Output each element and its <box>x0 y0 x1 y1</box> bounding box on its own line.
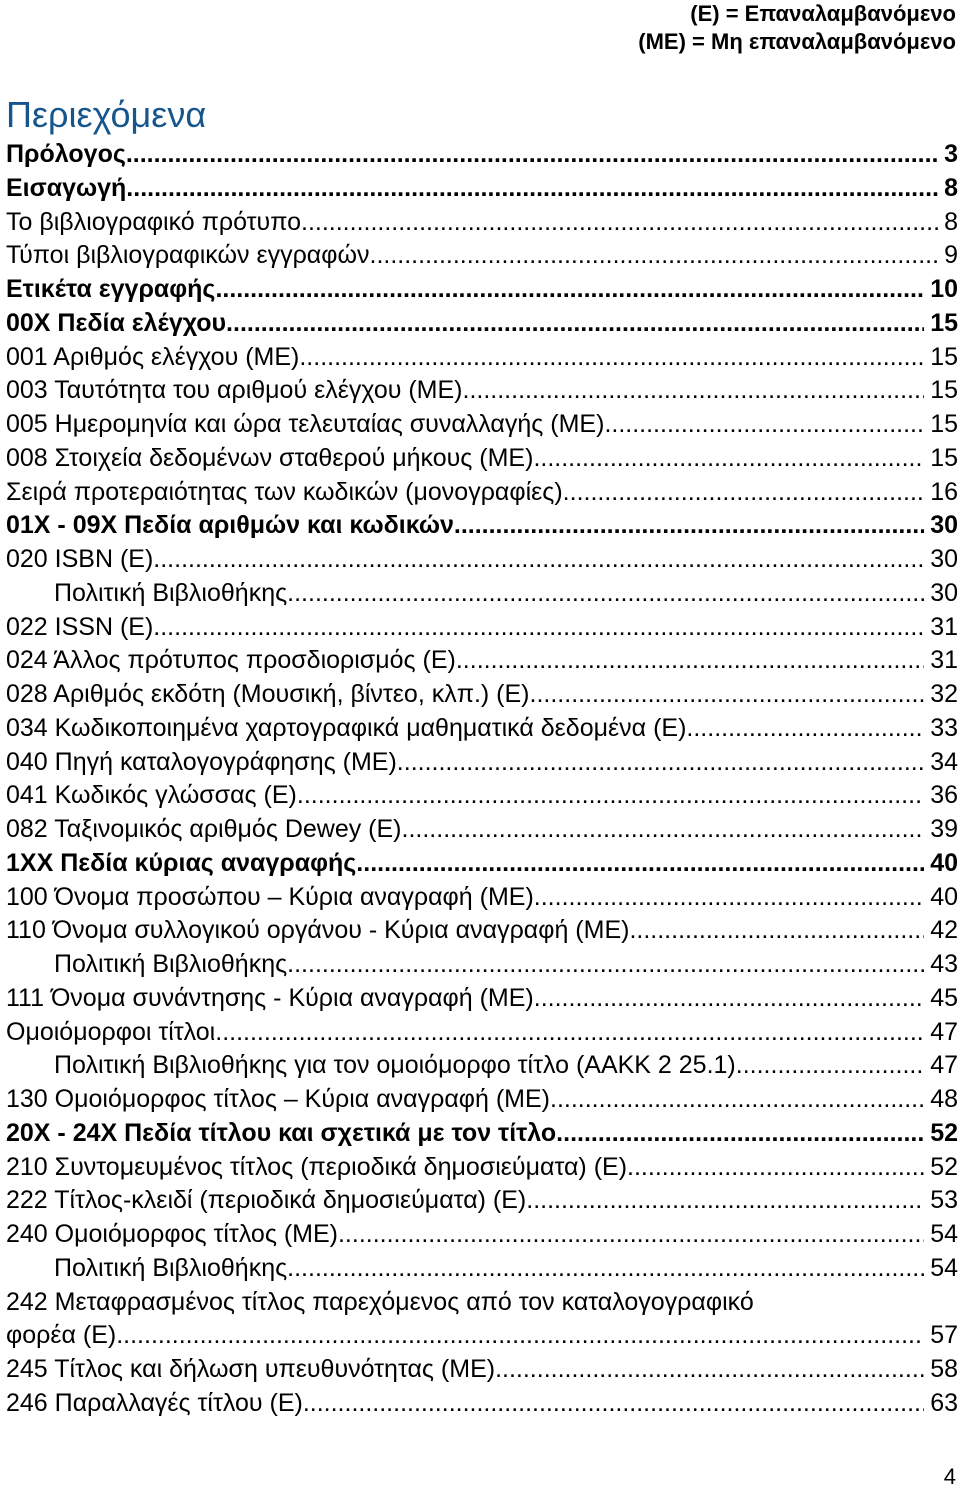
toc-entry-label: 111 Όνομα συνάντησης - Κύρια αναγραφή (ΜΕ) <box>6 983 534 1012</box>
toc-entry-label: 222 Τίτλος-κλειδί (περιοδικά δημοσιεύματα) (Ε) <box>6 1186 527 1215</box>
toc-entry[interactable] <box>6 1083 958 1117</box>
dot-leader <box>126 138 938 172</box>
dot-leader <box>287 1252 924 1286</box>
dot-leader <box>495 1353 924 1387</box>
dot-leader <box>736 1049 924 1083</box>
dot-leader <box>534 881 924 915</box>
dot-leader <box>526 1184 924 1218</box>
toc-entry[interactable] <box>6 172 958 206</box>
toc-entry-label: 240 Ομοιόμορφος τίτλος (ΜΕ) <box>6 1220 338 1248</box>
toc-entry-page: 32 <box>930 680 958 708</box>
dot-leader <box>463 374 925 408</box>
dot-leader <box>338 1218 924 1252</box>
toc-entry[interactable] <box>6 138 958 172</box>
dot-leader <box>556 1117 924 1151</box>
toc-entry-page: 63 <box>930 1388 958 1417</box>
toc-entry-label: 242 Μεταφρασμένος τίτλος παρεχόμενος από τον καταλογογραφικό <box>6 1287 754 1316</box>
toc-entry-page: 40 <box>930 882 958 911</box>
dot-leader <box>686 712 924 746</box>
dot-leader <box>370 239 939 273</box>
toc-entry[interactable] <box>6 644 958 678</box>
dot-leader <box>397 746 924 780</box>
toc-entry[interactable] <box>6 982 958 1016</box>
toc-entry[interactable] <box>6 1353 958 1387</box>
toc-entry[interactable] <box>6 712 958 746</box>
toc-entry-page: 42 <box>930 916 958 945</box>
toc-entry[interactable] <box>6 746 958 780</box>
toc-entry-page: 9 <box>944 241 958 270</box>
toc-entry-label: Ομοιόμορφοι τίτλοι <box>6 1017 216 1046</box>
toc-entry-label: 245 Τίτλος και δήλωση υπευθυνότητας (ΜΕ) <box>6 1355 496 1383</box>
toc-entry[interactable] <box>6 1218 958 1252</box>
toc-entry[interactable] <box>6 847 958 881</box>
dot-leader <box>116 1319 924 1353</box>
toc-entry-label: Πολιτική Βιβλιοθήκης <box>54 578 288 607</box>
toc-entry-label: Το βιβλιογραφικό πρότυπο <box>6 207 301 236</box>
toc-entry-page: 15 <box>930 443 958 472</box>
toc-entry-label: 246 Παραλλαγές τίτλου (Ε) <box>6 1388 303 1417</box>
toc-entry-label: 005 Ημερομηνία και ώρα τελευταίας συναλλαγής (ΜΕ) <box>6 410 605 438</box>
legend <box>638 0 956 56</box>
toc-entry[interactable] <box>6 408 958 442</box>
toc-entry[interactable] <box>6 206 958 240</box>
toc-entry-page: 30 <box>930 545 958 573</box>
dot-leader <box>356 847 924 881</box>
toc-entry-page: 31 <box>930 646 958 675</box>
toc-entry-label: 034 Κωδικοποιημένα χαρτογραφικά μαθηματικά δεδομένα (Ε) <box>6 713 687 742</box>
dot-leader <box>126 172 938 206</box>
dot-leader <box>153 611 924 645</box>
toc-entry[interactable] <box>6 577 958 611</box>
dot-leader <box>215 1016 924 1050</box>
toc-entry[interactable] <box>6 813 958 847</box>
toc-entry-label: 1ΧΧ Πεδία κύριας αναγραφής <box>6 848 357 877</box>
toc-entry-label: 041 Κωδικός γλώσσας (Ε) <box>6 781 297 810</box>
toc-entry-page: 33 <box>930 713 958 742</box>
toc-entry-page: 47 <box>930 1017 958 1046</box>
toc-entry[interactable] <box>6 1016 958 1050</box>
toc-entry[interactable] <box>6 543 958 577</box>
toc-entry[interactable] <box>6 273 958 307</box>
toc-entry-label: 100 Όνομα προσώπου – Κύρια αναγραφή (ΜΕ) <box>6 882 534 911</box>
dot-leader <box>456 644 924 678</box>
toc-entry-page: 48 <box>930 1085 958 1113</box>
dot-leader <box>153 543 924 577</box>
dot-leader <box>534 982 924 1016</box>
dot-leader <box>287 948 924 982</box>
toc-entry-label: 020 ISBN (E) <box>6 545 154 573</box>
toc-entry-page: 15 <box>930 342 958 371</box>
toc-entry-page: 47 <box>930 1051 958 1080</box>
dot-leader <box>301 206 938 240</box>
toc-entry-label: Πολιτική Βιβλιοθήκης για τον ομοιόμορφο τίτλο (ΑΑΚΚ 2 25.1) <box>54 1051 736 1080</box>
toc-entry-label: 210 Συντομευμένος τίτλος (περιοδικά δημοσιεύματα) (Ε) <box>6 1152 628 1181</box>
toc-entry-page: 10 <box>930 275 958 303</box>
toc-entry-page: 15 <box>930 308 958 337</box>
toc-entry-page: 30 <box>930 578 958 607</box>
dot-leader <box>604 408 924 442</box>
toc-entry-label: Τύποι βιβλιογραφικών εγγραφών <box>6 241 370 270</box>
toc-entry-page: 8 <box>944 207 958 236</box>
toc-entry[interactable] <box>6 779 958 813</box>
toc-entry-page: 16 <box>930 477 958 506</box>
toc-entry-label: φορέα (Ε) <box>6 1321 117 1350</box>
toc-entry-page: 34 <box>930 747 958 776</box>
toc-entry-label: Εισαγωγή <box>6 173 127 202</box>
dot-leader <box>226 307 924 341</box>
table-of-contents <box>6 138 958 1421</box>
toc-entry[interactable] <box>6 509 958 543</box>
toc-entry-label: 001 Αριθμός ελέγχου (ΜΕ) <box>6 342 300 371</box>
toc-entry-label: Πολιτική Βιβλιοθήκης <box>54 1253 288 1282</box>
toc-entry-label: 00Χ Πεδία ελέγχου <box>6 308 227 337</box>
toc-entry-page: 8 <box>944 173 958 202</box>
toc-entry-page: 54 <box>930 1253 958 1282</box>
toc-entry[interactable] <box>6 476 958 510</box>
toc-entry-page: 52 <box>930 1118 958 1147</box>
toc-entry-label: Σειρά προτεραιότητας των κωδικών (μονογραφίες) <box>6 477 563 506</box>
page-number: 4 <box>943 1464 956 1489</box>
toc-entry-wrapped-line1[interactable] <box>6 1286 958 1320</box>
toc-entry[interactable] <box>6 1117 958 1151</box>
toc-entry-label: Πρόλογος <box>6 140 126 168</box>
toc-entry[interactable] <box>6 948 958 982</box>
toc-entry[interactable] <box>6 442 958 476</box>
toc-entry[interactable] <box>6 914 958 948</box>
toc-entry-page: 31 <box>930 612 958 641</box>
toc-entry-page: 15 <box>930 410 958 438</box>
toc-entry[interactable] <box>6 374 958 408</box>
toc-entry-label: 20Χ - 24Χ Πεδία τίτλου και σχετικά με τον τίτλο <box>6 1118 557 1147</box>
toc-entry-label: 022 ISSN (E) <box>6 612 154 641</box>
dot-leader <box>629 914 924 948</box>
toc-entry-page: 54 <box>930 1220 958 1248</box>
toc-entry-label: 024 Άλλος πρότυπος προσδιορισμός (Ε) <box>6 646 456 675</box>
dot-leader <box>402 813 925 847</box>
dot-leader <box>297 779 924 813</box>
toc-entry[interactable] <box>6 307 958 341</box>
toc-entry[interactable] <box>6 881 958 915</box>
toc-entry-label: 130 Ομοιόμορφος τίτλος – Κύρια αναγραφή (ΜΕ) <box>6 1085 550 1113</box>
toc-entry[interactable] <box>6 341 958 375</box>
toc-entry[interactable] <box>6 1049 958 1083</box>
toc-entry[interactable] <box>6 1387 958 1421</box>
toc-entry[interactable] <box>6 1252 958 1286</box>
toc-entry[interactable] <box>6 611 958 645</box>
legend-repeatable: (Ε) = Επαναλαμβανόμενο <box>690 1 956 26</box>
toc-entry-page: 58 <box>930 1355 958 1383</box>
toc-entry-page: 39 <box>930 815 958 843</box>
toc-entry-page: 57 <box>930 1321 958 1350</box>
toc-entry-label: 028 Αριθμός εκδότη (Μουσική, βίντεο, κλπ.) (Ε) <box>6 680 530 708</box>
toc-entry-label: 003 Ταυτότητα του αριθμού ελέγχου (ΜΕ) <box>6 376 463 405</box>
dot-leader <box>215 273 924 307</box>
toc-entry[interactable] <box>6 678 958 712</box>
dot-leader <box>454 509 924 543</box>
toc-entry-label: 008 Στοιχεία δεδομένων σταθερού μήκους (ΜΕ) <box>6 443 534 472</box>
dot-leader <box>303 1387 924 1421</box>
dot-leader <box>287 577 924 611</box>
dot-leader <box>533 442 924 476</box>
dot-leader <box>550 1083 924 1117</box>
toc-entry-page: 15 <box>930 376 958 405</box>
dot-leader <box>563 476 925 510</box>
toc-title: Περιεχόμενα <box>6 94 207 135</box>
dot-leader <box>627 1151 924 1185</box>
toc-entry-wrapped-line2[interactable] <box>6 1319 958 1353</box>
toc-entry-label: Πολιτική Βιβλιοθήκης <box>54 950 288 978</box>
toc-entry-page: 53 <box>930 1186 958 1215</box>
toc-entry-label: 01Χ - 09Χ Πεδία αριθμών και κωδικών <box>6 511 454 540</box>
toc-entry-label: 040 Πηγή καταλογογράφησης (ΜΕ) <box>6 747 397 776</box>
toc-entry-page: 52 <box>930 1152 958 1181</box>
toc-entry-label: 110 Όνομα συλλογικού οργάνου - Κύρια αναγραφή (ΜΕ) <box>6 916 630 945</box>
toc-entry[interactable] <box>6 239 958 273</box>
toc-entry-page: 43 <box>930 950 958 978</box>
toc-entry-label: 082 Ταξινομικός αριθμός Dewey (Ε) <box>6 815 402 843</box>
toc-entry-page: 30 <box>930 511 958 540</box>
toc-entry-page: 3 <box>944 140 958 168</box>
legend-non-repeatable: (ΜΕ) = Μη επαναλαμβανόμενο <box>638 29 956 54</box>
toc-entry-label: Ετικέτα εγγραφής <box>6 275 216 303</box>
dot-leader <box>299 341 924 375</box>
toc-entry-page: 40 <box>930 848 958 877</box>
toc-entry-page: 45 <box>930 983 958 1012</box>
toc-entry-page: 36 <box>930 781 958 810</box>
toc-entry[interactable] <box>6 1151 958 1185</box>
toc-entry[interactable] <box>6 1184 958 1218</box>
dot-leader <box>530 678 925 712</box>
